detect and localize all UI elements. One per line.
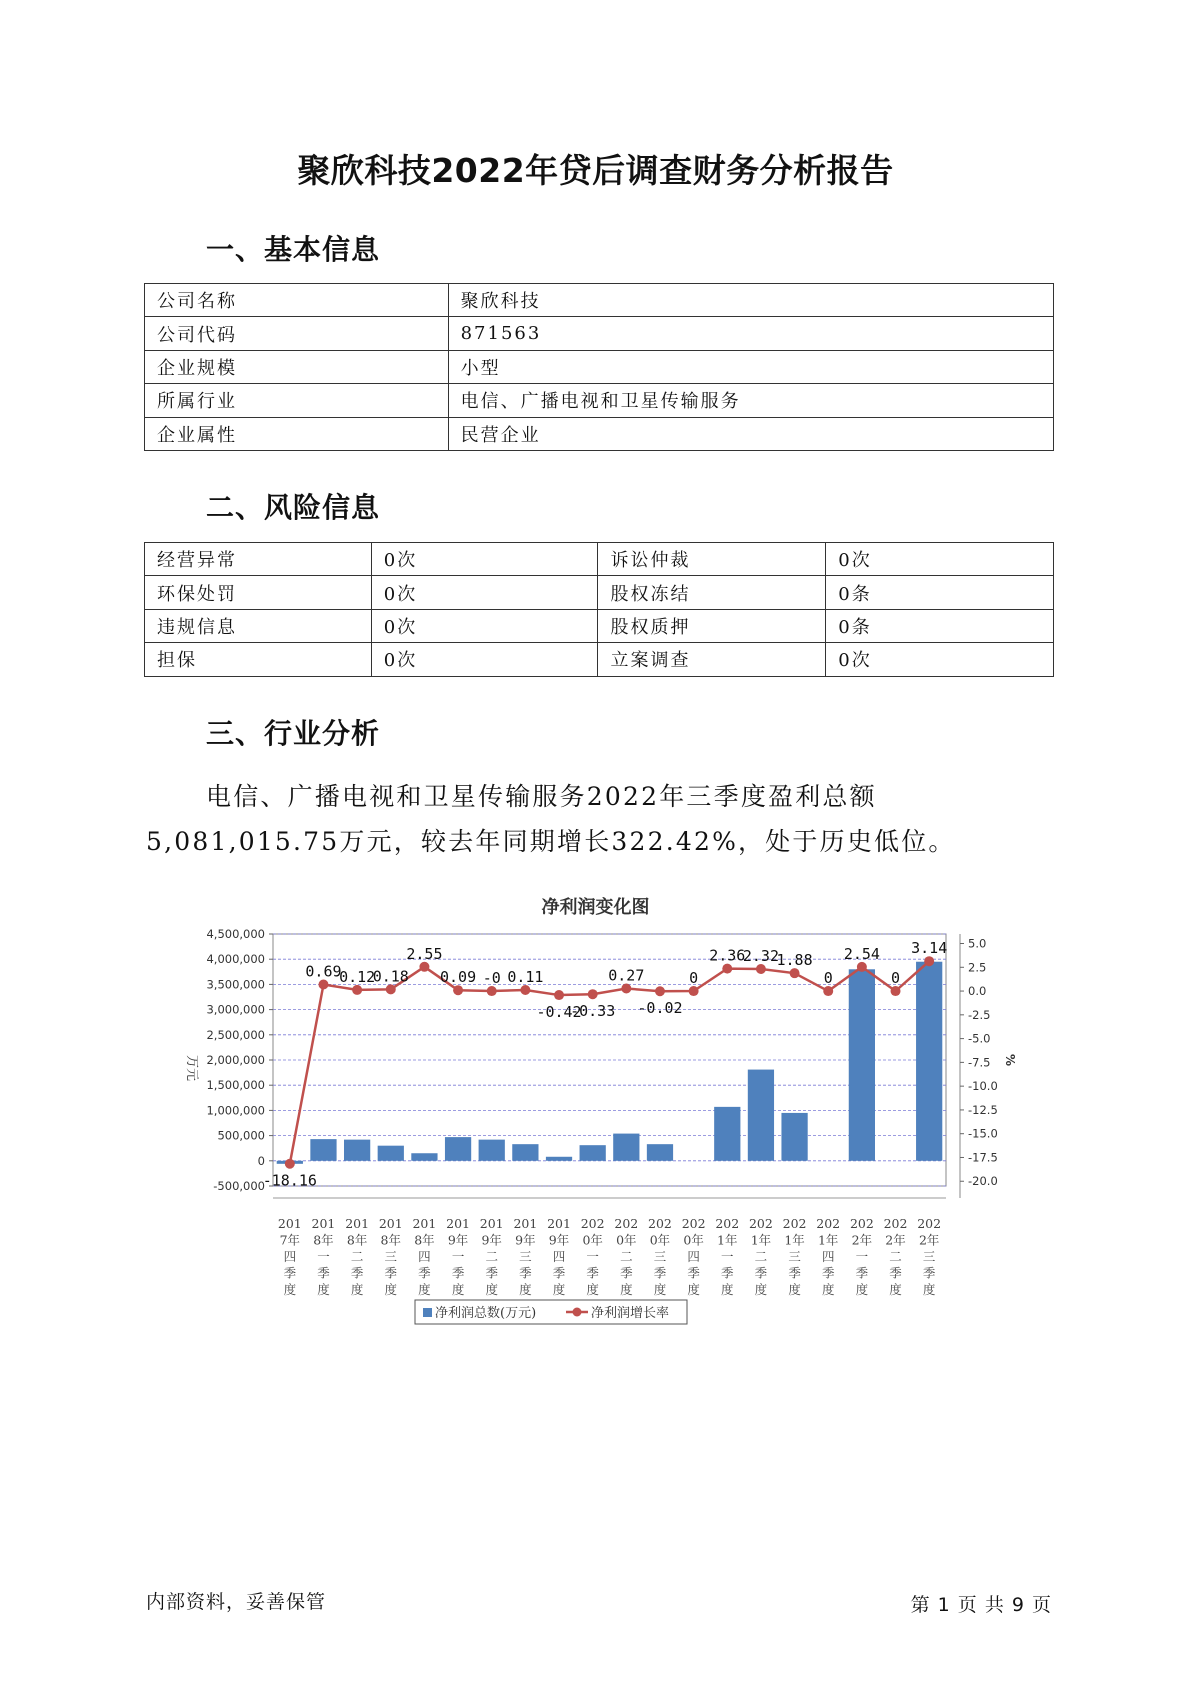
data-label: 0 <box>689 969 699 988</box>
left-axis-tick-label: 0 <box>257 1153 265 1168</box>
footer-confidential: 内部资料，妥善保管 <box>146 1591 327 1613</box>
data-label: 0.09 <box>440 968 477 987</box>
right-axis-tick-label: 2.5 <box>968 960 987 975</box>
risk-info-label: 担保 <box>145 643 372 676</box>
left-axis-tick-label: 1,500,000 <box>206 1078 265 1093</box>
data-label: 0.69 <box>305 962 342 981</box>
risk-info-table <box>144 542 1054 677</box>
data-label: -0.33 <box>570 1002 616 1021</box>
left-axis-tick-label: 2,500,000 <box>206 1027 265 1042</box>
bar <box>445 1137 471 1161</box>
bar <box>714 1107 740 1161</box>
left-axis-tick-label: 500,000 <box>217 1128 265 1143</box>
line-point <box>857 962 867 972</box>
chart-title: 净利润变化图 <box>541 897 650 918</box>
risk-info-label: 经营异常 <box>145 543 372 576</box>
line-point <box>352 985 362 995</box>
industry-paragraph: 电信、广播电视和卫星传输服务2022年三季度盈利总额5,081,015.75万元，较去年同期增长322.42%，处于历史低位。 <box>146 782 956 856</box>
line-point <box>487 986 497 996</box>
bar <box>647 1144 673 1161</box>
x-tick-label: 202 0年三季度 <box>648 1216 672 1297</box>
line-point <box>823 986 833 996</box>
data-label: 0.12 <box>339 967 376 986</box>
risk-info-value: 0次 <box>371 643 598 676</box>
risk-info-value: 0次 <box>371 576 598 609</box>
left-axis-tick-label: 2,000,000 <box>206 1053 265 1067</box>
data-label: 3.14 <box>911 939 948 958</box>
x-tick-label: 202 2年二季度 <box>883 1216 908 1297</box>
basic-info-row <box>145 317 1054 350</box>
x-tick-label: 201 9年三季度 <box>513 1216 538 1297</box>
section-heading-risk: 二、风险信息 <box>206 491 381 524</box>
basic-info-value: 电信、广播电视和卫星传输服务 <box>448 384 1053 417</box>
bar <box>344 1140 370 1161</box>
line-point <box>285 1159 295 1169</box>
risk-info-label: 诉讼仲裁 <box>598 543 826 576</box>
bar <box>512 1144 538 1161</box>
line-point <box>689 986 699 996</box>
x-tick-label: 201 7年四季度 <box>277 1216 302 1297</box>
basic-info-row <box>145 384 1054 417</box>
risk-info-row <box>145 609 1054 642</box>
data-label: -18.16 <box>262 1171 317 1190</box>
line-point <box>621 983 631 993</box>
footer-page-number: 第 1 页 共 9 页 <box>910 1594 1052 1616</box>
x-tick-label: 202 0年四季度 <box>681 1216 706 1297</box>
bar <box>916 962 942 1161</box>
risk-info-row <box>145 643 1054 676</box>
right-axis-tick-label: -10.0 <box>968 1079 998 1094</box>
document-title: 聚欣科技2022年贷后调查财务分析报告 <box>297 151 894 190</box>
net-profit-chart <box>170 918 1030 1348</box>
line-point <box>588 989 598 999</box>
risk-info-label: 股权冻结 <box>598 576 826 609</box>
basic-info-label: 企业规模 <box>145 350 449 383</box>
bar <box>378 1146 404 1161</box>
line-point <box>453 985 463 995</box>
right-axis-tick-label: -20.0 <box>968 1174 998 1189</box>
line-point <box>520 985 530 995</box>
risk-info-value: 0次 <box>371 609 598 642</box>
data-label: 0 <box>891 969 901 988</box>
basic-info-row <box>145 417 1054 450</box>
risk-info-row <box>145 543 1054 576</box>
left-axis-tick-label: 3,000,000 <box>206 1002 265 1017</box>
right-axis-tick-label: -17.5 <box>968 1150 998 1165</box>
basic-info-value: 聚欣科技 <box>448 284 1053 317</box>
data-label: 0.18 <box>372 967 409 986</box>
left-axis-tick-label: -500,000 <box>213 1179 265 1193</box>
x-tick-label: 201 8年一季度 <box>311 1216 336 1297</box>
data-label: 0 <box>823 969 833 988</box>
x-tick-label: 202 2年三季度 <box>917 1216 942 1297</box>
x-tick-label: 202 1年三季度 <box>782 1216 807 1297</box>
right-axis-tick-label: -5.0 <box>968 1031 991 1046</box>
basic-info-label: 所属行业 <box>145 384 449 417</box>
basic-info-label: 企业属性 <box>145 417 449 450</box>
risk-info-value: 0次 <box>371 543 598 576</box>
right-axis-title: % <box>1003 1053 1017 1067</box>
right-axis-tick-label: -15.0 <box>968 1126 998 1141</box>
basic-info-row <box>145 350 1054 383</box>
x-tick-label: 201 9年一季度 <box>446 1216 471 1297</box>
section-heading-industry: 三、行业分析 <box>206 717 381 750</box>
x-tick-label: 201 9年二季度 <box>479 1216 504 1297</box>
data-label: 1.88 <box>776 951 813 970</box>
basic-info-value: 民营企业 <box>448 417 1053 450</box>
basic-info-value: 871563 <box>448 317 1053 350</box>
data-label: 2.54 <box>843 944 880 963</box>
bar <box>613 1134 639 1161</box>
line-point <box>419 962 429 972</box>
risk-info-value: 0条 <box>826 576 1054 609</box>
line-point <box>924 956 934 966</box>
bar <box>580 1145 606 1161</box>
bar <box>310 1139 336 1161</box>
left-axis-tick-label: 4,000,000 <box>206 952 265 967</box>
bar <box>411 1153 437 1161</box>
risk-info-label: 环保处罚 <box>145 576 372 609</box>
x-tick-label: 202 1年四季度 <box>816 1216 841 1297</box>
left-axis-tick-label: 4,500,000 <box>206 927 265 941</box>
line-point <box>891 986 901 996</box>
x-tick-label: 202 0年一季度 <box>580 1216 605 1297</box>
legend-bar-label: 净利润总数(万元) <box>435 1306 537 1321</box>
risk-info-value: 0次 <box>826 643 1054 676</box>
risk-info-label: 立案调查 <box>598 643 826 676</box>
x-tick-label: 202 0年二季度 <box>614 1216 639 1297</box>
line-point <box>318 979 328 989</box>
data-label: -0 <box>482 969 501 988</box>
bar <box>781 1113 807 1161</box>
risk-info-row <box>145 576 1054 609</box>
risk-info-value: 0次 <box>826 543 1054 576</box>
legend-line-label: 净利润增长率 <box>591 1306 670 1321</box>
line-point <box>554 990 564 1000</box>
bar <box>748 1070 774 1161</box>
right-axis-tick-label: 0.0 <box>968 984 987 999</box>
line-point <box>386 984 396 994</box>
basic-info-table <box>144 283 1054 451</box>
data-label: -0.02 <box>637 999 683 1018</box>
line-point <box>655 986 665 996</box>
line-point <box>790 968 800 978</box>
data-label: 0.27 <box>608 966 645 985</box>
right-axis-tick-label: -2.5 <box>968 1007 991 1022</box>
left-axis-title: 万元 <box>184 1054 199 1082</box>
basic-info-label: 公司代码 <box>145 317 449 350</box>
basic-info-row <box>145 284 1054 317</box>
x-tick-label: 201 9年四季度 <box>547 1216 571 1297</box>
right-axis-tick-label: 5.0 <box>968 936 987 951</box>
data-label: 2.36 <box>709 946 746 965</box>
x-tick-label: 201 8年四季度 <box>412 1216 437 1297</box>
x-tick-label: 201 8年三季度 <box>378 1216 403 1297</box>
line-point <box>756 964 766 974</box>
basic-info-label: 公司名称 <box>145 284 449 317</box>
x-tick-label: 201 8年二季度 <box>345 1216 370 1297</box>
legend-line-marker <box>573 1308 582 1317</box>
data-label: -0.42 <box>536 1003 582 1022</box>
x-tick-label: 202 2年一季度 <box>849 1216 874 1297</box>
line-point <box>722 964 732 974</box>
left-axis-tick-label: 1,000,000 <box>206 1103 265 1118</box>
legend-bar-swatch <box>423 1308 432 1317</box>
right-axis-tick-label: -12.5 <box>968 1102 998 1117</box>
risk-info-label: 违规信息 <box>145 609 372 642</box>
risk-info-value: 0条 <box>826 609 1054 642</box>
data-label: 2.55 <box>406 944 443 963</box>
bar <box>849 969 875 1161</box>
x-tick-label: 202 1年二季度 <box>748 1216 773 1297</box>
x-tick-label: 202 1年一季度 <box>715 1216 740 1297</box>
right-axis-tick-label: -7.5 <box>968 1055 991 1070</box>
section-heading-basic: 一、基本信息 <box>206 233 381 266</box>
left-axis-tick-label: 3,500,000 <box>206 977 265 992</box>
data-label: 2.32 <box>742 946 779 965</box>
bar <box>479 1140 505 1161</box>
risk-info-label: 股权质押 <box>598 609 826 642</box>
data-label: 0.11 <box>507 968 544 987</box>
bar <box>546 1157 572 1161</box>
basic-info-value: 小型 <box>448 350 1053 383</box>
